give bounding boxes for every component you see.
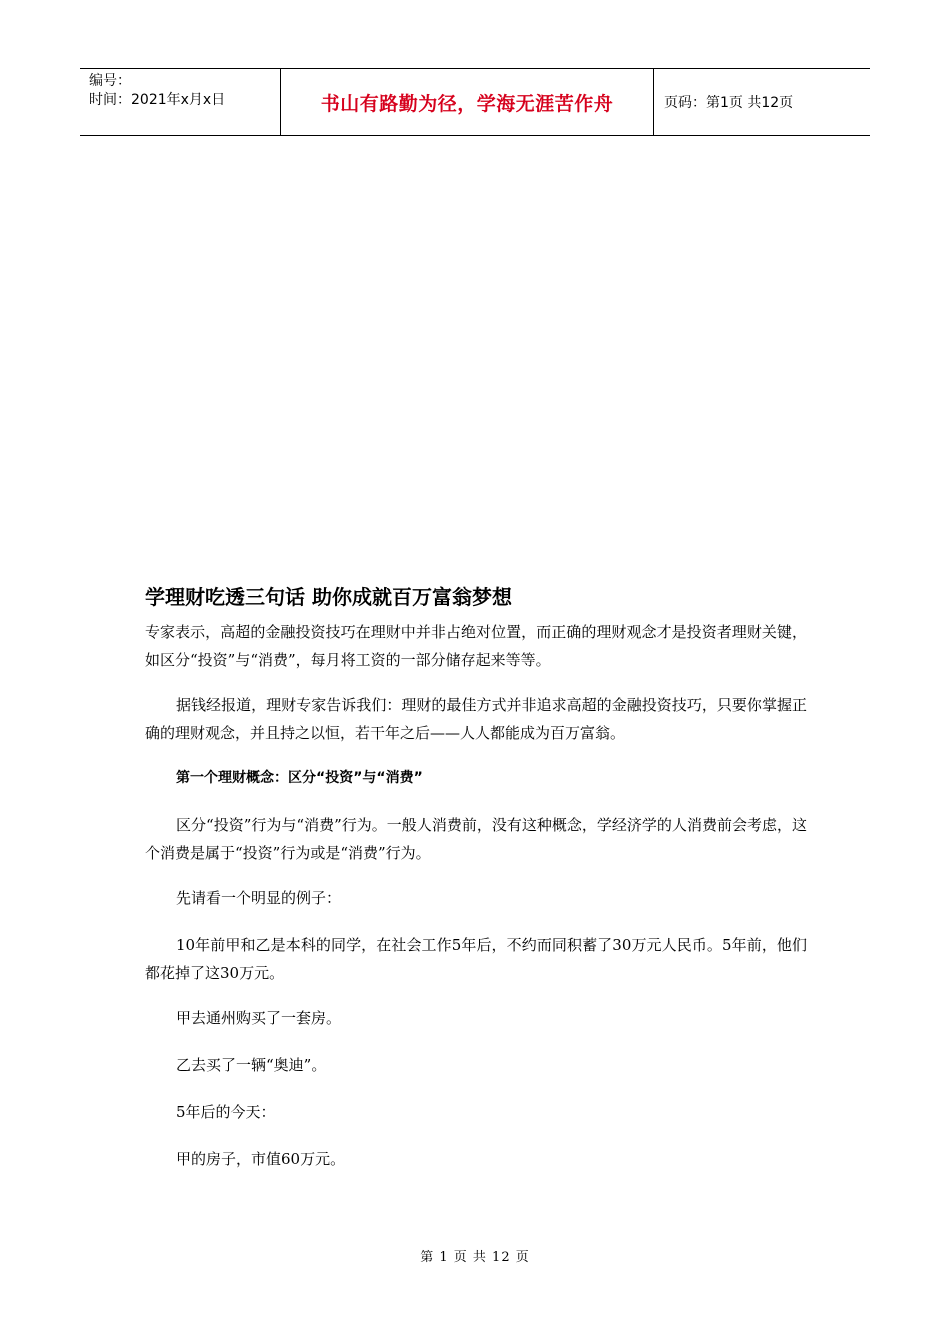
header-table (80, 68, 870, 136)
document-title: 学理财吃透三句话 助你成就百万富翁梦想 (145, 585, 512, 609)
section-heading: 第一个理财概念：区分“投资”与“消费” (176, 770, 423, 786)
document-body (145, 582, 807, 1192)
paragraph-intro: 专家表示，高超的金融投资技巧在理财中并非占绝对位置，而正确的理财观念才是投资者理财关键，如区分“投资”与“消费”，每月将工资的一部分储存起来等等。 (145, 623, 807, 669)
paragraph: 区分“投资”行为与“消费”行为。一般人消费前，没有这种概念，学经济学的人消费前会考虑，这个消费是属于“投资”行为或是“消费”行为。 (145, 816, 807, 862)
header-motto: 书山有路勤为径，学海无涯苦作舟 (320, 92, 614, 115)
document-number-label: 编号： (89, 73, 131, 89)
paragraph: 5年后的今天： (176, 1103, 276, 1121)
header-page-cell (654, 69, 870, 135)
document-date-label: 时间：2021年x月x日 (89, 92, 226, 108)
header-meta-cell (80, 69, 281, 135)
paragraph: 乙去买了一辆“奥迪”。 (176, 1056, 327, 1074)
paragraph: 甲去通州购买了一套房。 (176, 1009, 342, 1027)
page-footer: 第 1 页 共 12 页 (420, 1250, 530, 1265)
header-page-number: 页码：第1页 共12页 (664, 95, 794, 111)
paragraph: 据钱经报道，理财专家告诉我们：理财的最佳方式并非追求高超的金融投资技巧，只要你掌握正确的理财观念，并且持之以恒，若干年之后——人人都能成为百万富翁。 (145, 696, 807, 742)
paragraph: 甲的房子，市值60万元。 (176, 1150, 346, 1168)
paragraph: 10年前甲和乙是本科的同学，在社会工作5年后，不约而同积蓄了30万元人民币。5年前，他们都花掉了这30万元。 (145, 936, 807, 982)
header-motto-cell (281, 69, 654, 135)
paragraph: 先请看一个明显的例子： (176, 889, 342, 907)
